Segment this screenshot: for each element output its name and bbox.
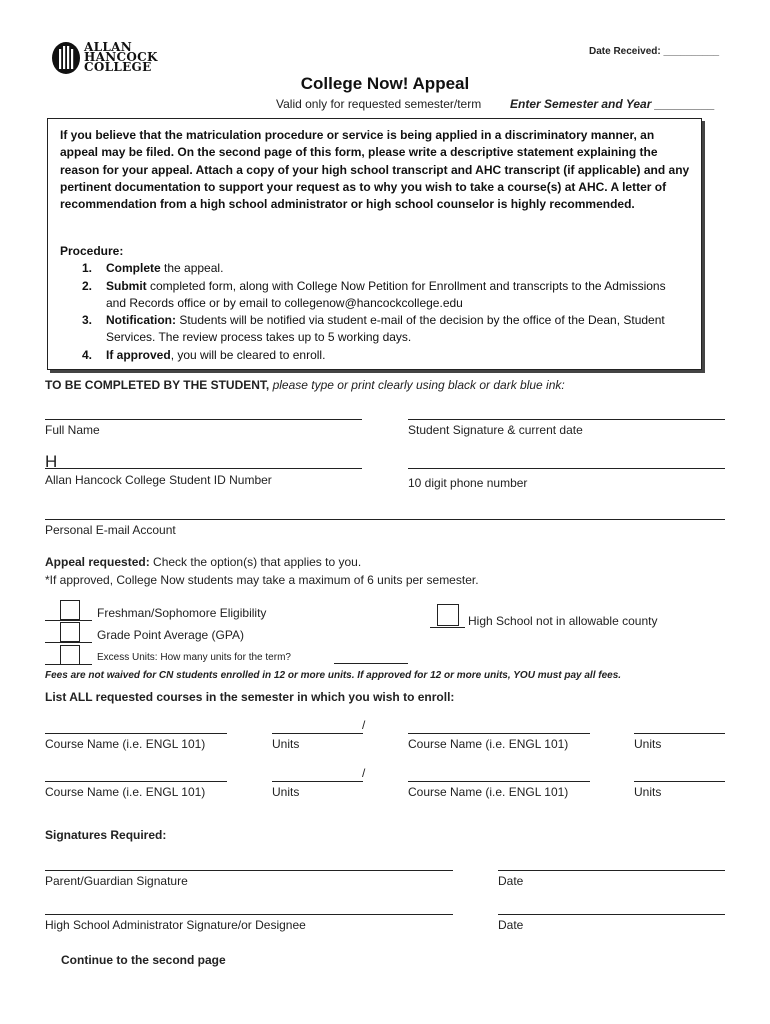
admin-signature-label: High School Administrator Signature/or Designee <box>45 918 306 932</box>
admin-signature-input[interactable] <box>45 914 453 915</box>
units-input-3[interactable] <box>272 781 363 782</box>
course-name-input-3[interactable] <box>45 781 227 782</box>
freshman-label: Freshman/Sophomore Eligibility <box>97 606 267 620</box>
logo-line-2: HANCOCK <box>84 50 158 64</box>
gpa-checkbox[interactable] <box>60 622 80 642</box>
fees-note: Fees are not waived for CN students enrolled in 12 or more units. If approved for 12 or more units, YOU must pay all fees. <box>45 670 622 681</box>
procedure-step: 2. Submit completed form, along with College Now Petition for Enrollment and transcripts to the Admissions and Records office or by email to collegenow@hancockcollege.edu <box>82 278 666 310</box>
freshman-checkbox-line <box>45 620 92 621</box>
logo-line-1: ALLAN <box>84 40 132 54</box>
logo-line-3: COLLEGE <box>84 60 152 74</box>
freshman-checkbox[interactable] <box>60 600 80 620</box>
notice-box <box>47 118 702 370</box>
college-seal-icon <box>50 40 82 76</box>
slash: / <box>362 718 366 732</box>
student-signature-label: Student Signature & current date <box>408 423 583 437</box>
units-input-2[interactable] <box>634 733 725 734</box>
course-name-label: Course Name (i.e. ENGL 101) <box>45 737 206 751</box>
appeal-note: *If approved, College Now students may take a maximum of 6 units per semester. <box>45 573 479 587</box>
parent-date-input[interactable] <box>498 870 725 871</box>
units-label: Units <box>634 737 662 751</box>
parent-date-label: Date <box>498 874 524 888</box>
date-received[interactable]: Date Received: __________ <box>589 46 720 57</box>
procedure-step: 4. If approved, you will be cleared to enroll. <box>82 347 326 362</box>
full-name-label: Full Name <box>45 423 100 437</box>
student-id-value[interactable]: H <box>45 452 58 471</box>
student-id-input[interactable] <box>45 468 362 469</box>
units-label: Units <box>634 785 662 799</box>
parent-signature-label: Parent/Guardian Signature <box>45 874 188 888</box>
parent-signature-input[interactable] <box>45 870 453 871</box>
excess-units-input[interactable] <box>334 663 408 664</box>
gpa-label: Grade Point Average (GPA) <box>97 628 244 642</box>
units-input-4[interactable] <box>634 781 725 782</box>
signatures-heading: Signatures Required: <box>45 828 167 842</box>
phone-label: 10 digit phone number <box>408 476 528 490</box>
procedure-title: Procedure: <box>60 244 124 258</box>
course-name-input-4[interactable] <box>408 781 590 782</box>
notice-paragraph: If you believe that the matriculation procedure or service is being applied in a discriminatory manner, an appeal may be filed. On the second page of this form, please write a descriptive statement explaining the reason for your appeal. Attach a copy of your high school transcript and AHC transcript (if applicable) and any pertinent documentation to support your request as to why you wish to take a course(s) at AHC. A letter of recommendation from a high school administrator or high school counselor is highly recommended. <box>60 128 690 212</box>
course-name-input-1[interactable] <box>45 733 227 734</box>
units-label: Units <box>272 737 300 751</box>
semester-year-field[interactable]: Enter Semester and Year _________ <box>510 97 715 111</box>
procedure-step: 3. Notification: Students will be notified via student e-mail of the decision by the office of the Dean, Student Services. The review process takes up to 5 working days. <box>82 313 665 345</box>
phone-input[interactable] <box>408 468 725 469</box>
continue-note: Continue to the second page <box>61 953 226 967</box>
student-id-label: Allan Hancock College Student ID Number <box>45 473 272 487</box>
procedure <box>60 243 680 364</box>
gpa-checkbox-line <box>45 642 92 643</box>
admin-date-input[interactable] <box>498 914 725 915</box>
full-name-input[interactable] <box>45 419 362 420</box>
units-input-1[interactable] <box>272 733 363 734</box>
high-school-checkbox[interactable] <box>437 604 459 626</box>
page-title: College Now! Appeal <box>300 74 470 93</box>
course-name-label: Course Name (i.e. ENGL 101) <box>408 785 569 799</box>
course-name-input-2[interactable] <box>408 733 590 734</box>
appeal-requested: Appeal requested: Check the option(s) that applies to you. <box>45 555 362 569</box>
high-school-label: High School not in allowable county <box>468 614 658 628</box>
course-name-label: Course Name (i.e. ENGL 101) <box>408 737 569 751</box>
courses-heading: List ALL requested courses in the semester in which you wish to enroll: <box>45 690 455 704</box>
student-section-heading: TO BE COMPLETED BY THE STUDENT, please type or print clearly using black or dark blue ink: <box>45 378 565 392</box>
excess-label: Excess Units: How many units for the term? <box>97 652 291 663</box>
high-school-checkbox-line <box>430 627 465 628</box>
slash: / <box>362 766 366 780</box>
email-label: Personal E-mail Account <box>45 523 176 537</box>
student-signature-input[interactable] <box>408 419 725 420</box>
excess-checkbox[interactable] <box>60 645 80 665</box>
course-name-label: Course Name (i.e. ENGL 101) <box>45 785 206 799</box>
college-logo <box>50 40 170 76</box>
subtitle: Valid only for requested semester/term <box>276 97 482 111</box>
email-input[interactable] <box>45 519 725 520</box>
admin-date-label: Date <box>498 918 524 932</box>
units-label: Units <box>272 785 300 799</box>
procedure-step: 1. Complete the appeal. <box>82 261 224 276</box>
